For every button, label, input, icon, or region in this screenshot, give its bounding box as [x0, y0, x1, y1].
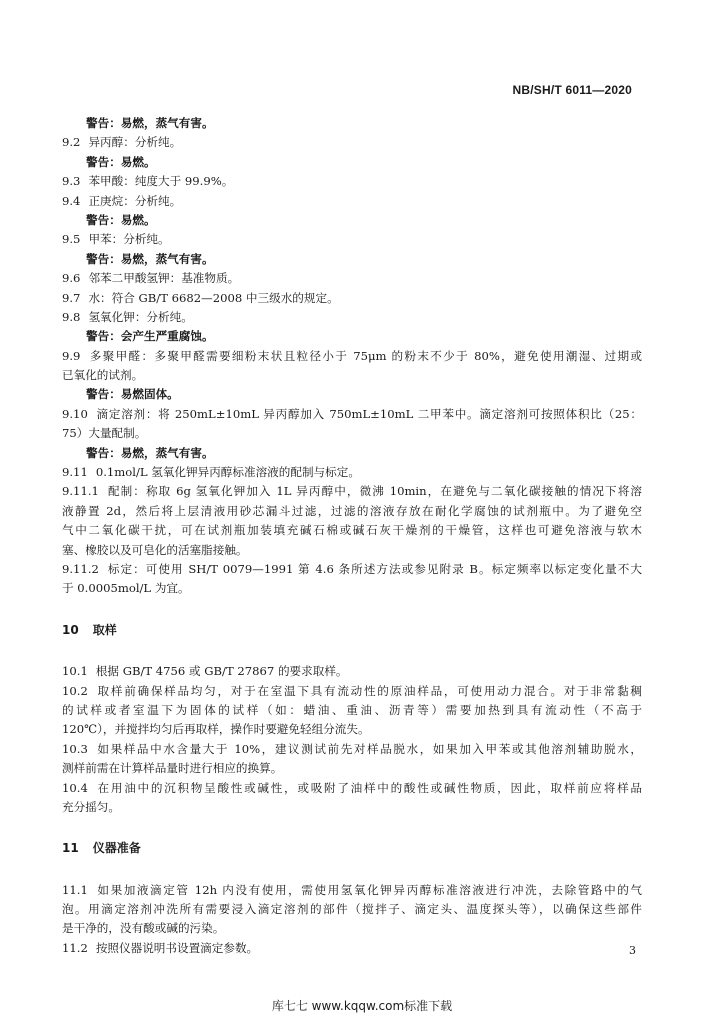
warning-line: 警告：易燃固体。: [86, 387, 179, 402]
clause-text: 根据 GB/T 4756 或 GB/T 27867 的要求取样。: [95, 664, 348, 679]
clause-line: [62, 662, 642, 681]
clause-text: 配制：称取 6g 氢氧化钾加入 1L 异丙醇中，微沸 10min，在避免与二氧化碳接触的情况下将溶: [106, 484, 642, 499]
continuation-line: 塞、橡胶以及可皂化的活塞脂接触。: [62, 542, 248, 557]
clause-text: 按照仪器说明书设置滴定参数。: [95, 940, 259, 955]
spacer: [62, 599, 642, 621]
clause-number: 9.10: [62, 406, 88, 421]
clause-number: 9.5: [62, 232, 81, 247]
continuation-line: 于 0.0005mol/L 为宜。: [62, 581, 190, 596]
spacer: [62, 640, 642, 662]
continuation-line: 气中二氧化碳干扰，可在试剂瓶加装填充碱石棉或碱石灰干燥剂的干燥管，这样也可避免溶液与软木: [62, 523, 642, 538]
clause-text: 氢氧化钾：分析纯。: [88, 309, 193, 324]
clause-text: 正庚烷：分析纯。: [88, 193, 182, 208]
clause-line: [62, 463, 642, 482]
section-heading: [62, 621, 642, 640]
clause-number: 9.2: [62, 135, 81, 150]
clause-line: [62, 560, 642, 579]
continuation-line: 75）大量配制。: [62, 426, 147, 441]
section-title: 取样: [92, 622, 117, 637]
clause-number: 10.1: [62, 664, 88, 679]
standard-code: NB/SH/T 6011—2020: [512, 83, 632, 97]
continuation-line: 液静置 2d，然后将上层清液用砂芯漏斗过滤，过滤的溶液存放在耐化学腐蚀的试剂瓶中。为了避免空: [62, 503, 642, 518]
clause-number: 9.7: [62, 290, 81, 305]
clause-number: 9.3: [62, 174, 81, 189]
clause-text: 甲苯：分析纯。: [88, 232, 170, 247]
clause-line: [62, 172, 642, 191]
clause-text: 异丙醇：分析纯。: [88, 135, 182, 150]
clause-number: 11.2: [62, 940, 88, 955]
clause-text: 滴定溶剂：将 250mL±10mL 异丙醇加入 750mL±10mL 二甲苯中。滴定溶剂可按照体积比（25：: [95, 406, 642, 421]
spacer: [62, 859, 642, 881]
continuation-line: 的试样或者室温下为固体的试样（如：蜡油、重油、沥青等）需要加热到具有流动性（不高于: [62, 702, 642, 717]
warning-line: 警告：会产生严重腐蚀。: [86, 329, 214, 344]
continuation-line: 120℃），并搅拌均匀后再取样，操作时要避免轻组分流失。: [62, 722, 370, 737]
warning-line: 警告：易燃。: [86, 154, 156, 169]
clause-text: 多聚甲醛：多聚甲醛需要细粉末状且粒径小于 75μm 的粉末不少于 80%，避免使用潮湿、过期或: [88, 348, 642, 363]
page-number: 3: [629, 944, 636, 957]
warning-line: 警告：易燃，蒸气有害。: [86, 116, 214, 130]
section-title: 仪器准备: [92, 841, 141, 856]
section-number: 11: [62, 841, 79, 856]
clause-number: 9.11.2: [62, 561, 99, 576]
clause-text: 如果样品中水含量大于 10%，建议测试前先对样品脱水，如果加入甲苯或其他溶剂辅助脱水，: [95, 741, 642, 756]
continuation-line: 泡。用滴定溶剂冲洗所有需要浸入滴定溶剂的部件（搅拌子、滴定头、温度探头等），以确保这些部件: [62, 902, 642, 917]
clause-line: [62, 133, 642, 152]
clause-line: [62, 482, 642, 501]
clause-number: 9.11: [62, 465, 88, 480]
clause-text: 苯甲酸：纯度大于 99.9%。: [88, 174, 234, 189]
warning-line: 警告：易燃，蒸气有害。: [86, 445, 214, 460]
clause-text: 邻苯二甲酸氢钾：基准物质。: [88, 271, 240, 286]
continuation-line: 充分摇匀。: [62, 799, 120, 814]
continuation-line: 已氧化的试剂。: [62, 368, 144, 383]
clause-line: [62, 269, 642, 288]
clause-number: 9.11.1: [62, 484, 99, 499]
continuation-line: 测样前需在计算样品量时进行相应的换算。: [62, 761, 283, 776]
clause-line: [62, 308, 642, 327]
footer-watermark: 库七七 www.kqqw.com标准下载: [271, 999, 453, 1013]
clause-text: 在用油中的沉积物呈酸性或碱性，或吸附了油样中的酸性或碱性物质，因此，取样前应将样品: [95, 780, 642, 795]
clause-number: 11.1: [62, 882, 88, 897]
clause-line: [62, 740, 642, 759]
clause-line: [62, 881, 642, 900]
clause-number: 9.9: [62, 348, 81, 363]
document-body: [62, 114, 642, 958]
clause-number: 9.4: [62, 193, 81, 208]
clause-line: [62, 405, 642, 424]
clause-number: 9.8: [62, 309, 81, 324]
section-heading: [62, 839, 642, 858]
continuation-line: 是干净的，没有酸或碱的污染。: [62, 921, 225, 936]
section-number: 10: [62, 622, 79, 637]
clause-line: [62, 347, 642, 366]
clause-number: 10.3: [62, 741, 88, 756]
clause-text: 如果加液滴定管 12h 内没有使用，需使用氢氧化钾异丙醇标准溶液进行冲洗，去除管路中的气: [95, 882, 642, 897]
clause-number: 10.4: [62, 780, 88, 795]
clause-text: 标定：可使用 SH/T 0079—1991 第 4.6 条所述方法或参见附录 B。标定频率以标定变化量不大: [106, 561, 642, 576]
clause-line: [62, 289, 642, 308]
spacer: [62, 817, 642, 839]
clause-line: [62, 192, 642, 211]
clause-number: 10.2: [62, 683, 88, 698]
clause-line: [62, 682, 642, 701]
clause-number: 9.6: [62, 271, 81, 286]
clause-line: [62, 230, 642, 249]
clause-text: 0.1mol/L 氢氧化钾异丙醇标准溶液的配制与标定。: [95, 465, 360, 480]
warning-line: 警告：易燃。: [86, 212, 156, 227]
clause-line: [62, 779, 642, 798]
clause-text: 水：符合 GB/T 6682—2008 中三级水的规定。: [88, 290, 339, 305]
clause-line: [62, 939, 642, 958]
clause-text: 取样前确保样品均匀，对于在室温下具有流动性的原油样品，可使用动力混合。对于非常黏稠: [95, 683, 642, 698]
warning-line: 警告：易燃，蒸气有害。: [86, 251, 214, 266]
